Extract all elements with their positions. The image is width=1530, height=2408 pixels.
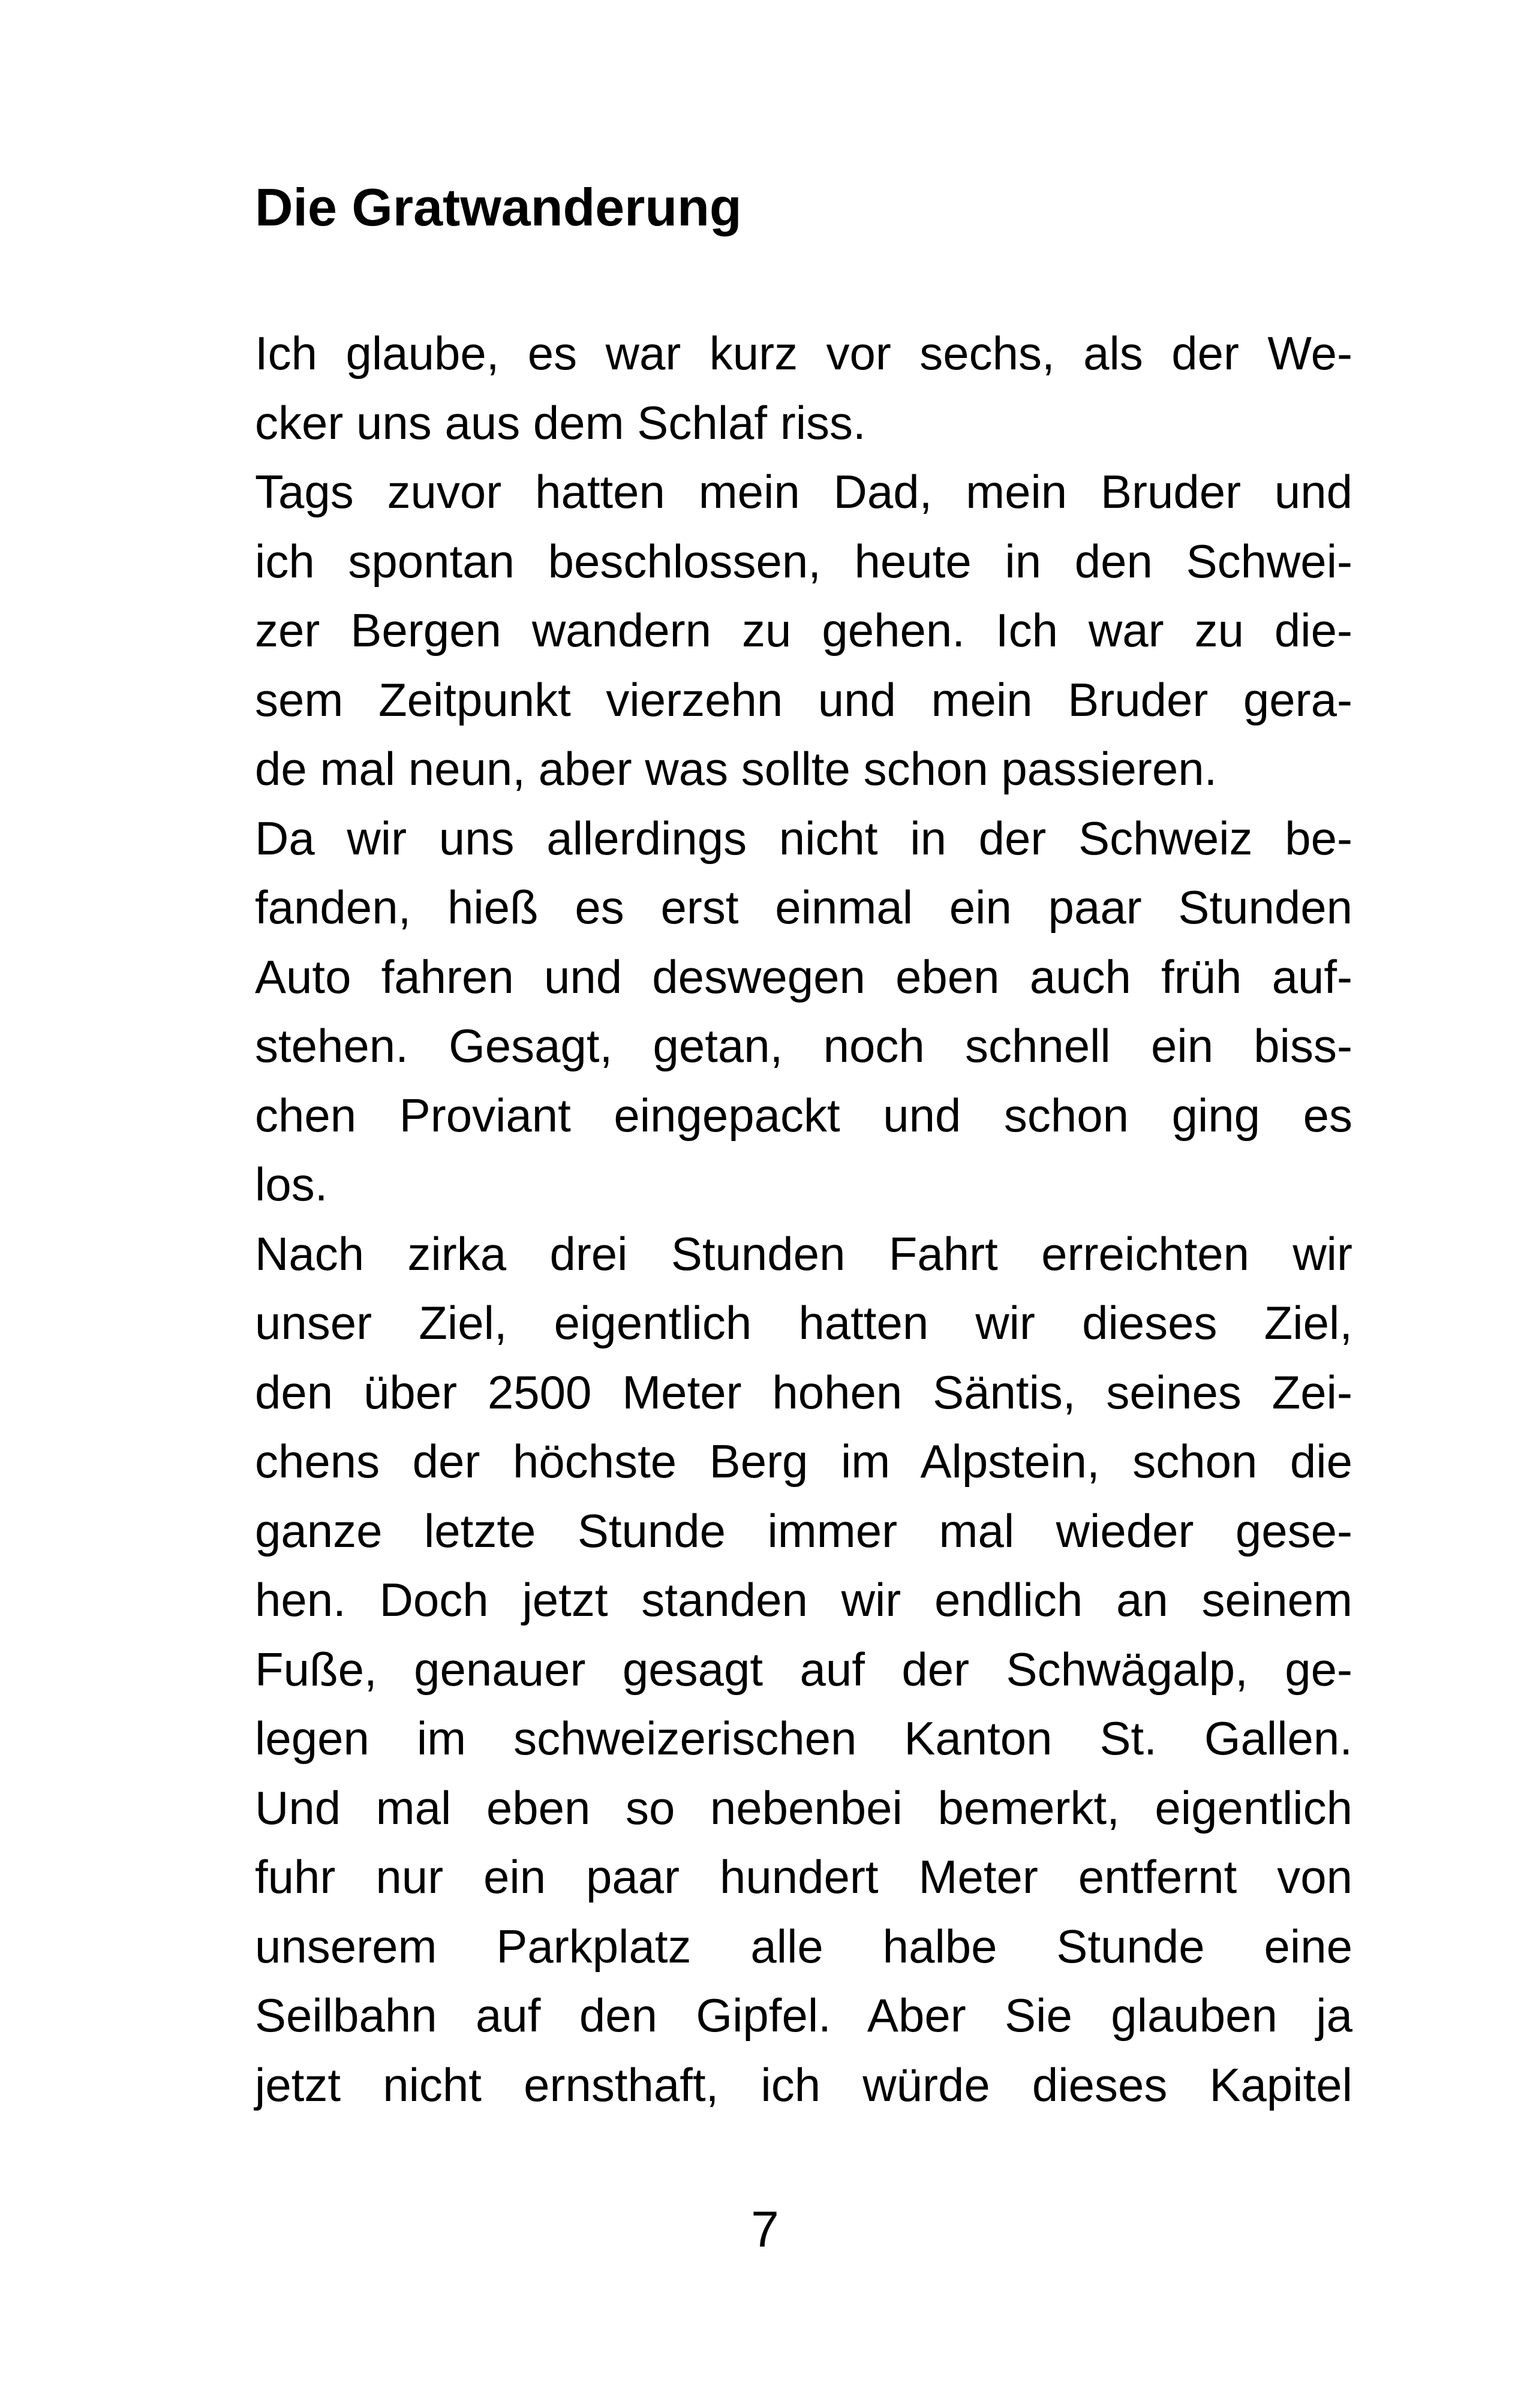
text-line: jetzt nicht ernsthaft, ich würde dieses Kapitel [255, 2058, 1352, 2111]
text-line: chens der höchste Berg im Alpstein, schon die [255, 1435, 1352, 1488]
paragraph [255, 457, 1352, 804]
text-line: unserem Parkplatz alle halbe Stunde eine [255, 1919, 1352, 1973]
text-line: Fuße, genauer gesagt auf der Schwägalp, ge- [255, 1642, 1352, 1696]
text-line: hen. Doch jetzt standen wir endlich an seinem [255, 1573, 1352, 1626]
text-line: Tags zuvor hatten mein Dad, mein Bruder und [255, 465, 1352, 518]
text-line: zer Bergen wandern zu gehen. Ich war zu die- [255, 604, 1352, 657]
page-number: 7 [751, 2201, 779, 2258]
text-line: legen im schweizerischen Kanton St. Gallen. [255, 1712, 1352, 1765]
text-line: chen Proviant eingepackt und schon ging es [255, 1088, 1352, 1142]
text-line: unser Ziel, eigentlich hatten wir dieses Ziel, [255, 1296, 1352, 1349]
text-line: Seilbahn auf den Gipfel. Aber Sie glauben ja [255, 1989, 1352, 2042]
text-line: cker uns aus dem Schlaf riss. [255, 396, 866, 449]
text-line: Da wir uns allerdings nicht in der Schweiz be- [255, 811, 1352, 865]
text-line: Auto fahren und deswegen eben auch früh auf- [255, 950, 1352, 1003]
text-line: stehen. Gesagt, getan, noch schnell ein biss- [255, 1019, 1352, 1072]
text-line: ich spontan beschlossen, heute in den Schwei- [255, 534, 1352, 588]
paragraph [255, 1220, 1352, 2120]
text-line: sem Zeitpunkt vierzehn und mein Bruder gera- [255, 673, 1352, 726]
text-line: Und mal eben so nebenbei bemerkt, eigentlich [255, 1781, 1352, 1834]
text-line: ganze letzte Stunde immer mal wieder gese- [255, 1504, 1352, 1557]
chapter-body [255, 319, 1352, 2120]
chapter-title: Die Gratwanderung [255, 177, 742, 237]
text-line: fuhr nur ein paar hundert Meter entfernt von [255, 1850, 1352, 1903]
text-line: Nach zirka drei Stunden Fahrt erreichten wir [255, 1227, 1352, 1280]
paragraph [255, 804, 1352, 1220]
paragraph [255, 319, 1352, 457]
text-line: fanden, hieß es erst einmal ein paar Stunden [255, 881, 1352, 934]
text-line: los. [255, 1158, 328, 1211]
text-line: de mal neun, aber was sollte schon passieren. [255, 742, 1218, 795]
text-line: den über 2500 Meter hohen Säntis, seines Zei- [255, 1365, 1352, 1419]
text-line: Ich glaube, es war kurz vor sechs, als der We- [255, 327, 1352, 380]
